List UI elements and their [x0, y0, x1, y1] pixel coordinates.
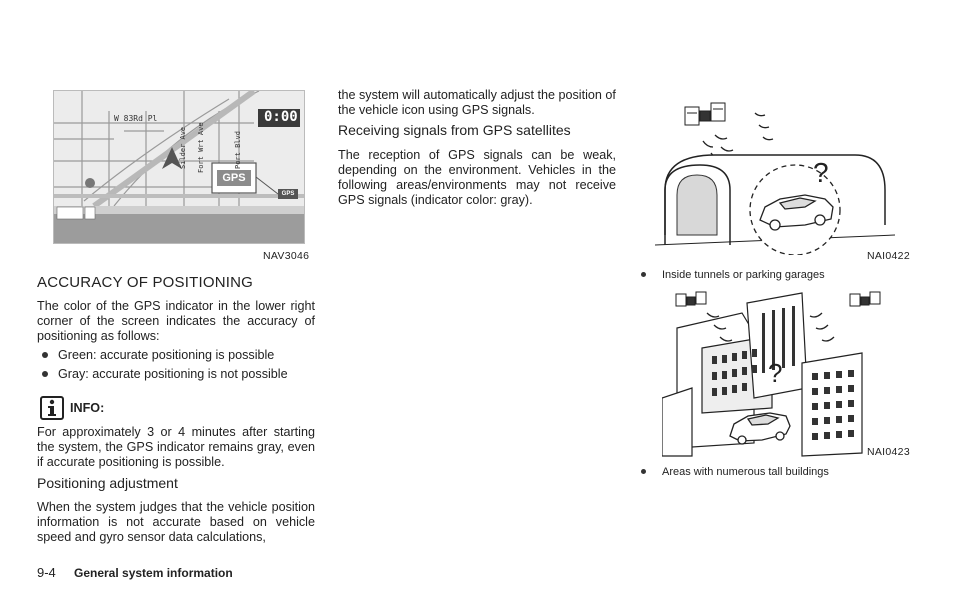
clock-display: 0:00: [264, 109, 298, 125]
bullet-dot: [42, 371, 48, 377]
intro-paragraph: The color of the GPS indicator in the lower right corner of the screen indicates the accuracy of positioning as follows:: [37, 299, 315, 343]
nav-screen-figure: [53, 90, 305, 244]
list-item: [641, 268, 921, 283]
question-mark: ?: [813, 157, 829, 188]
bullet-dot: [641, 469, 646, 474]
figure-caption: NAI0423: [867, 446, 910, 458]
list-item: [641, 465, 921, 480]
continued-paragraph: the system will automatically adjust the position of the vehicle icon using GPS signals.: [338, 88, 616, 117]
list-item: [42, 367, 317, 382]
page-number: 9-4: [37, 565, 56, 580]
info-icon: [40, 396, 64, 420]
bullet-dot: [641, 272, 646, 277]
gps-indicator-enlarged: GPS: [217, 170, 251, 186]
question-mark: ?: [768, 358, 783, 388]
buildings-illustration: [662, 288, 892, 458]
map-street-label: W 83Rd Pl: [114, 114, 158, 123]
subsection-title: Receiving signals from GPS satellites: [338, 122, 571, 138]
gps-indicator-small: GPS: [281, 191, 295, 197]
tunnel-illustration: [655, 95, 895, 255]
bullet-text: Gray: accurate positioning is not possible: [58, 367, 288, 381]
info-paragraph: For approximately 3 or 4 minutes after starting the system, the GPS indicator remains gray, even if accurate positioning is possible.: [37, 425, 315, 469]
map-street-label: Silder Ave: [179, 126, 187, 169]
info-label: INFO:: [70, 401, 105, 415]
map-street-label: Fort Wrt Ave: [197, 122, 205, 173]
subsection-title: Positioning adjustment: [37, 475, 178, 491]
adjustment-paragraph: When the system judges that the vehicle position information is not accurate based on vehicle speed and gyro sensor data calculations,: [37, 500, 315, 544]
bullet-dot: [42, 352, 48, 358]
list-item: [42, 348, 317, 363]
figure-caption: NAV3046: [263, 250, 310, 262]
figure-caption: NAI0422: [867, 250, 910, 262]
section-title: ACCURACY OF POSITIONING: [37, 274, 254, 291]
bullet-text: Green: accurate positioning is possible: [58, 348, 275, 362]
bullet-text: Inside tunnels or parking garages: [662, 269, 825, 281]
map-street-label: Port Blvd: [234, 131, 242, 169]
bullet-text: Areas with numerous tall buildings: [662, 466, 829, 478]
gps-reception-paragraph: The reception of GPS signals can be weak, depending on the environment. Vehicles in the following areas/environments may not receive GPS signals (indicator color: gray).: [338, 148, 616, 207]
footer-section-title: General system information: [74, 566, 233, 580]
